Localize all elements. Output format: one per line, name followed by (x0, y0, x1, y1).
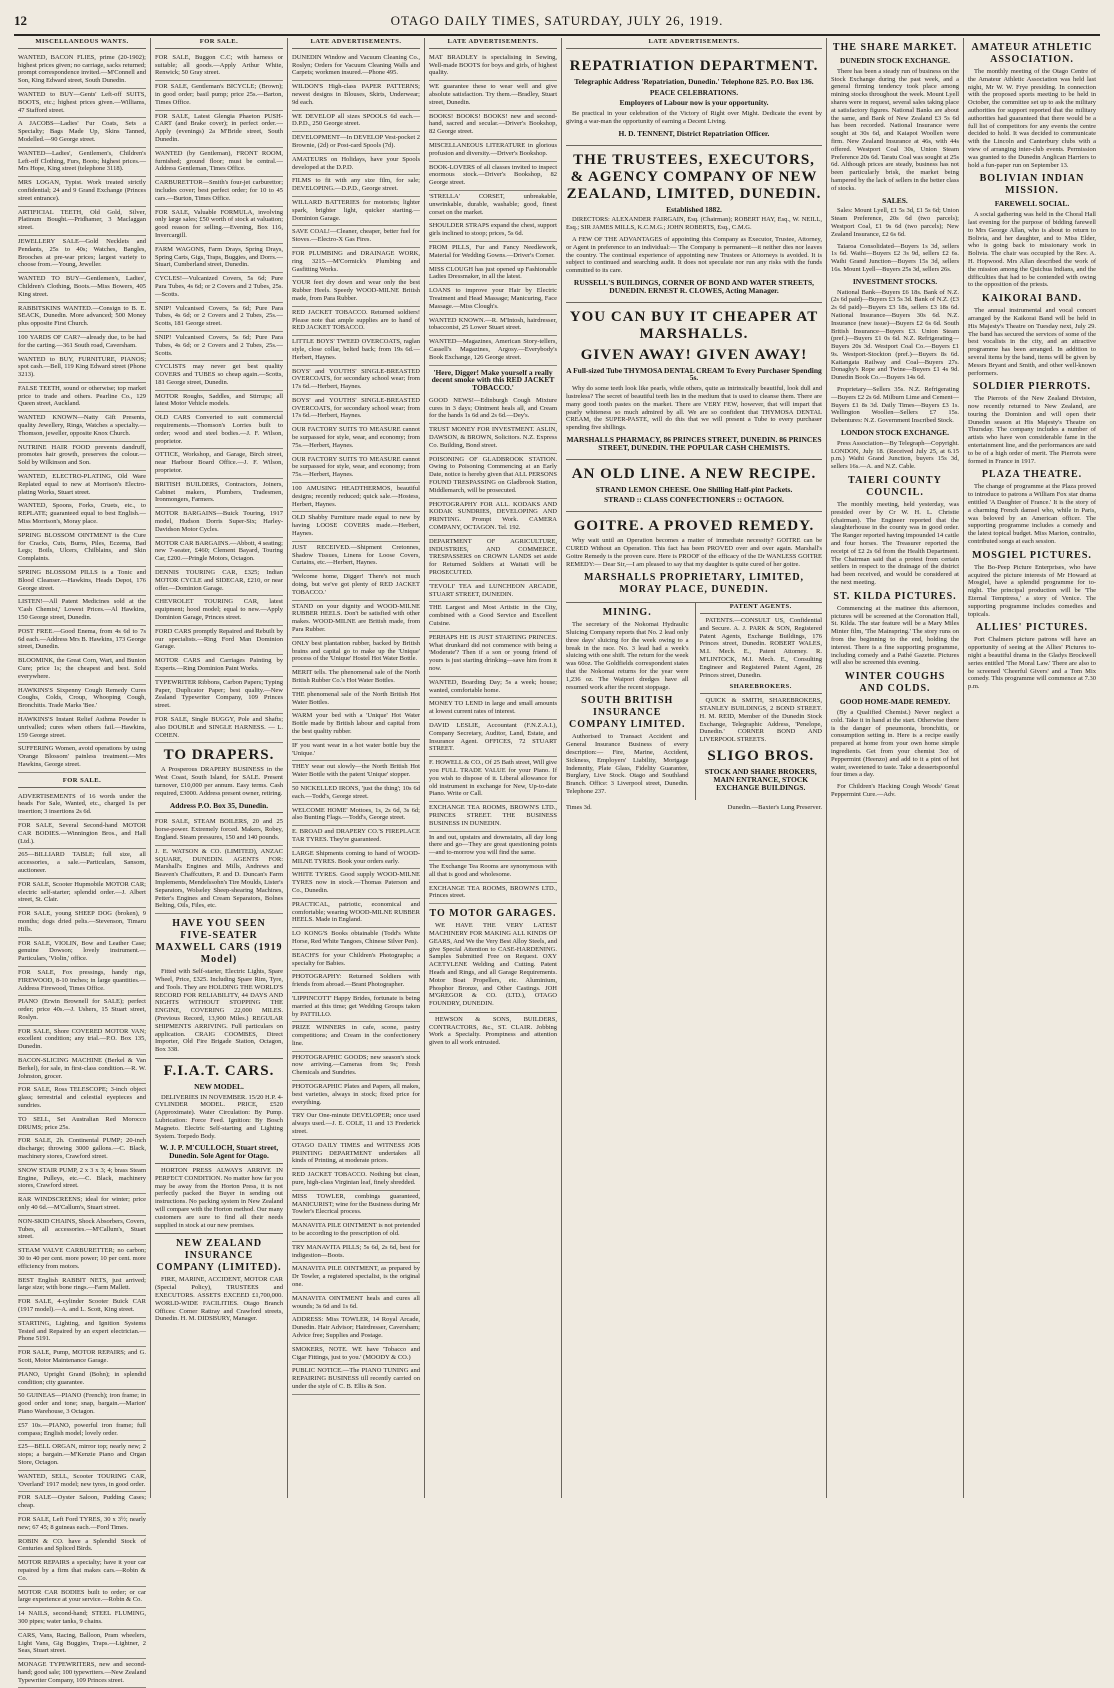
classified-ad: SPRING BLOSSOM PILLS is a Tonic and Blood Cleanser.—Hawkins, Heads Depot, 176 George street. (18, 567, 146, 596)
column-heading: LATE ADVERTISEMENTS. (292, 38, 420, 49)
classified-ad: PERHAPS HE IS JUST STARTING PRINCES. What drunkard did not commence with being a 'Moderate'? Then if a son or young friend of yours is just starting drinking—save him from it now. (429, 632, 557, 677)
st-kilda-title: ST. KILDA PICTURES. (833, 590, 957, 602)
classified-ad: BOOK-LOVERS of all classes invited to inspect enormous stock.—Driver's Bookshop, 82 George street. (429, 162, 557, 191)
classified-ad: CHEVROLET TOURING CAR, latest equipment; hood model; equal to new.—Apply Dominion Garage, Princes street. (155, 596, 283, 625)
classified-ad: MONAGE TYPEWRITERS, new and second-hand; good sale; 100 typewriters.—New Zealand Typewriter Company, 109 Princes street. (18, 1659, 146, 1688)
trustees-text: A FEW OF THE ADVANTAGES of appointing this Company as Executor, Trustee, Attorney, or Agent in preference to an individual:— The Company is permanent—it neither dies nor leaves the country. The continual experience of appointing new Trustees or Attorneys is avoided. It is subject to continued and searching audit. It does not speculate nor run any risks with the funds committed to its care. (566, 235, 822, 275)
classified-ad: WANTED—Magazines, American Story-tellers, Cassell's Magazines, Argosy.—Everybody's Book Exchange, 126 George street. (429, 336, 557, 365)
classified-ad: FOR SALE, Ross TELESCOPE; 3-inch object glass; terrestrial and celestial eyepieces and sundries. (18, 1084, 146, 1113)
classified-ad: RED JACKET TOBACCO. Returned soldiers! Please note that ample supplies are to hand of RED JACKET TOBACCO. (292, 307, 420, 336)
classified-ad: DAVID LESLIE, Accountant (F.N.Z.A.I.), Company Secretary, Auditor, Land, Estate, and Insurance Agent. OFFICES, 72 STUART STREET. (429, 720, 557, 757)
ad-list (155, 816, 283, 914)
amateur-text: The monthly meeting of the Otago Centre of the Amateur Athletic Association was held last night, Mr W. W. Frye presiding. In connection with the proposed sports meeting to be held in October, the committee set up to ask the military authorities for support reported that the military authorities had guaranteed that there would be a full list of competitors for any events the centre decided to hold. It was decided to communicate with the Lincoln and Canterbury clubs with a view of arranging inter-club events. Permission was granted to the Dunedin Anglican Harriers to hold a fun-paper run on September 13. (968, 68, 1096, 169)
classified-ad: AMATEURS on Holidays, have your Spools developed at the D.P.D. (292, 154, 420, 176)
column-heading: FOR SALE. (155, 38, 283, 49)
classified-ad: FOR SALE, 2h. Continental PUMP; 20-inch discharge; throwing 3000 gallons.—C. Black, machinery stores, Crawford street. (18, 1135, 146, 1164)
classified-ad: SUFFERING Women, avoid operations by using 'Orange Blossom' painless treatment.—Mrs Hawkins, George street. (18, 743, 146, 772)
classified-ad: CARS, Vans, Racing, Balloon, Pram wheelers, Light Vans, Gig Buggies, Traps.—Lightner, 2 Seas, Stuart street. (18, 1630, 146, 1659)
classified-ad: TRY Our One-minute DEVELOPER; once used always used.—J. E. COLE, 11 and 13 Frederick street. (292, 1110, 420, 1139)
ad-list (18, 791, 146, 1688)
classified-ad: The Exchange Tea Rooms are synonymous with all that is good and wholesome. (429, 861, 557, 883)
bolivian-subtitle: FAREWELL SOCIAL. (994, 199, 1070, 209)
classified-ad: TRUST MONEY FOR INVESTMENT. ASLIN, DAWSON, & BROWN, Solicitors. N.Z. Express Co. Building, Bond street. (429, 424, 557, 453)
classified-ad: ROBIN & CO. have a Splendid Stock of Centuries and Spliced Birds. (18, 1536, 146, 1558)
sharebrokers-heading: SHAREBROKERS. (700, 683, 823, 694)
column-footer: For Children's Hacking Cough Woods' Great Peppermint Cure.—Adv. (831, 783, 959, 798)
plaza-text: The change of programme at the Plaza proved to introduce to patrons a William Fox star drama entitled 'A Daughter of France.' It is the story of a charming French damsel who, while in Paris, was beloved by an American officer. The supporting programme includes a comedy and the latest topical budget. Miss Marion, contralto, contributed songs at each session. (968, 483, 1096, 546)
st-kilda-text: Commencing at the matinee this afternoon, pictures will be screened at the Coronation Hall, St. Kilda. The star feature will be a Mary Miles Minter film, 'The Mainspring.' The story runs on from the beginning to the end, holding the interest. There is a fine supporting programme, including comedy and a Pathé Gazette. Pictures will also be screened this evening. (831, 604, 959, 667)
drapers-footer: Address P.O. Box 35, Dunedin. (169, 800, 269, 810)
column-late-ads-a (288, 38, 425, 1498)
classified-ad: WANTED—Ladies', Gentlemen's, Children's Left-off Clothing, Furs, Boots; highest prices.—Mrs Hope, King street (telephone 3118). (18, 148, 146, 177)
digger-text: 'Here, Digger! Make yourself a really decent smoke with this RED JACKET TOBACCO.' (431, 367, 555, 393)
classified-ad: POISONING OF GLADBROOK STATION. Owing to Poisoning Commencing at an Early Date, notice is hereby given that ALL PERSONS FOUND TRESPASSING on Gladbrook Station, Middlemarch, will be prosecuted. (429, 454, 557, 499)
classified-ad: 100 AMUSING HEADTHERMOS, beautiful designs; recently reduced; quick sale.—Hostess, Herbert, Haynes. (292, 483, 420, 512)
page-header (14, 8, 1100, 36)
classified-ad: OLD CARS Converted to suit commercial requirements.—Thomson's Lorries built to order; wood and steel bodies.—J. F. Wilson, proprietor. (155, 412, 283, 449)
classified-ad: FALSE TEETH, sound or otherwise; top market price to trade and others. Pearline Co., 129 Queen street, Auckland. (18, 383, 146, 412)
classified-ad: RAR WINDSCREENS; ideal for winter; price only 40 6d.—M'Callum's, Stuart street. (18, 1194, 146, 1216)
classified-ad: F. HOWELL & CO., Of 25 Bath street, Will give you FULL TRADE VALUE for your Piano. If you wish to dispose of it. Liberal allowance for old instrument in exchange for New, Up-to-date Piano. Write or Call. (429, 757, 557, 802)
classified-ad: MOTOR BARGAINS—Buick Touring, 1917 model, Hudson Dorris Super-Six; Harley-Davidson Motor Cycles. (155, 508, 283, 537)
classified-ad: DENNIS TOURING CAR, £325; Indian MOTOR CYCLE and SIDECAR, £210, or near offer.—Dominion Garage. (155, 567, 283, 596)
classified-ad: CYCLISTS may never get best quality COVERS and TUBES so cheap again.—Scotts, 181 George street, Dunedin. (155, 361, 283, 390)
classified-ad: MANAVITA PILE OINTMENT is not pretended to be according to the prescription of old. (292, 1220, 420, 1242)
classified-ad: ARTIFICIAL TEETH, Old Gold, Silver, Platinum Bought.—Pridhamer, 3 Maclaggan street. (18, 207, 146, 236)
classified-ad: PIANO (Erwin Brownell for SALE); perfect order; price 40s.—J. Ushers, 15 Stuart street, Roslyn. (18, 996, 146, 1025)
classified-ad: OTAGO DAILY TIMES and WITNESS JOB PRINTING DEPARTMENT undertakes all kinds of Printing, at moderate prices. (292, 1140, 420, 1169)
classified-ad: STEAM VALVE CARBURETTER; no carbon; 30 to 40 per cent. more power; 10 per cent. more efficiency from motors. (18, 1245, 146, 1274)
classified-ad: FOR SALE, Latest Glengia Phaeton PUSH-CART (and Brake cover); in perfect order.—Apply (evenings) 2a M'Bride street, South Dunedin. (155, 111, 283, 148)
classified-ad: DEPARTMENT OF AGRICULTURE, INDUSTRIES, AND COMMERCE. TRESPASSERS on CROWN LANDS set aside for Returned Soldiers at Waitati will be PROSECUTED. (429, 536, 557, 581)
classified-ad: CARBURETTOR—Smith's four-jet carburettor; includes cover; best perfect order; for 10 to 45 cars.—Burton, Times Office. (155, 177, 283, 206)
column-heading: MISCELLANEOUS WANTS. (18, 38, 146, 49)
investment-text: National Bank—Buyers £6 18s. Bank of N.Z. (2s 6d paid)—Buyers £3 5s 3d. Bank of N.Z. (£3 2s 6d paid)—Buyers £3 18s, sellers £3 18s 6d. National Insurance—Buyers 30s 6d. N.Z. Insurance (new issue)—Buyers £2 6s 6d. South British Insurance—Buyers £3. Union Steam (pref.)—Buyers £1 0s 6d. N.Z. Refrigerating—Buyers 20s 3d. Westport Coal Co.—Buyers £1 9s. Westport-Stockton (pref.)—Buyers 8s 6d. Kaitangata Railway and Coal—Buyers 27s. Donaghy's Rope and Twine—Buyers £1 4s 9d. Dunedin Book Co.—Buyers 14s 6d. (831, 288, 959, 382)
classified-ad: LISTEN!—All Patent Medicines sold at the 'Cash Chemist,' Lowest Prices.—Al Hawkins, 150 George street, Dunedin. (18, 596, 146, 625)
classified-ad: 'STRELLA' CORSET, unbreakable, unwrinkable, durable, washable; good, finest corset on the market. (429, 191, 557, 220)
hewson-text: HEWSON & SONS, BUILDERS, CONTRACTORS, &c., ST. CLAIR. Jobbing Work a Specialty. Promptness and attention given to all work entrusted. (429, 1015, 557, 1047)
classified-ad: PRIZE WINNERS in cafe, scone, pastry competitions; and Cream in the confectionery line. (292, 1022, 420, 1051)
ad-list (155, 52, 283, 744)
classified-ad: WANTED to BUY—Gents' Left-off SUITS, BOOTS, etc.; highest prices given.—Williams, 47 Stafford street. (18, 89, 146, 118)
mosgiel-title: MOSGIEL PICTURES. (972, 549, 1092, 561)
goitre-title: GOITRE. A PROVED REMEDY. (573, 518, 815, 535)
classified-ad: WANTED, Boarding Day; 5s a week; house; wanted, comfortable home. (429, 677, 557, 699)
classified-ad: RABBITSKINS WANTED.—Consign to B. E. SEACK, Dunedin. More advanced; 500 Money plus opposite First Church. (18, 303, 146, 332)
classified-ad: DUNEDIN Window and Vacuum Cleaning Co., Roslyn; Orders for Vacuum Cleaning Walls and Carpets; workmen insured.—Phone 495. (292, 52, 420, 81)
marshalls-title: YOU CAN BUY IT CHEAPER AT MARSHALLS. (569, 308, 819, 342)
classified-ad: In and out, upstairs and downstairs, all day long there and go—They are great questioning points—and to-morrow you will find the same. (429, 832, 557, 861)
amateur-title: AMATEUR ATHLETIC ASSOCIATION. (971, 42, 1093, 65)
classified-ad: BEACH'S for your Children's Photographs; a specialty for Babies. (292, 950, 420, 972)
classified-ad: E. BROAD and DRAPERY CO.'S FIREPLACE TAR TYRES. They're guaranteed. (292, 826, 420, 848)
share-title: THE SHARE MARKET. (832, 42, 958, 53)
classified-ad: ADVERTISEMENTS of 16 words under the heads For Sale, Wanted, etc., charged 1s per insertion; 3 insertions 2s 6d. (18, 791, 146, 820)
classified-ad: MANAVITA OINTMENT heals and cures all wounds; 3s 6d and 1s 6d. (292, 1293, 420, 1315)
classified-ad: FILMS to fit with any size film, for sale; DEVELOPING.—D.P.D., George street. (292, 175, 420, 197)
classified-ad: FOR SALE, VIOLIN, Bow and Leather Case; genuine Dowson; lovely instrument.—Particulars, 'Violin,' office. (18, 938, 146, 967)
column-late-ads-b (425, 38, 562, 1498)
giveaway-body: Why do some teeth look like pearls, while others, quite as intrinsically beautiful, look dull and lustreless? The secret of beautiful teeth lies in the medium that is used to cleanse them. There are many good tooth pastes on the market. There are VERY FEW, however, that will impart that pearly whiteness so much admired by all. We are so confident that THYMOSA DENTAL CREAM, the SUPER-PASTE, will do this that we will present a Tube to every purchaser spending five shillings. (566, 385, 822, 432)
classified-ad: FOR SALE, STEAM BOILERS, 20 and 25 horse-power. Extremely forced. Makers, Robey, England. Steam pressures, 150 and 140 pounds. (155, 816, 283, 845)
trustees-footer: RUSSELL'S BUILDINGS, CORNER OF BOND AND WATER STREETS, DUNEDIN. ERNEST R. CLOWES, Acting Manager. (573, 277, 815, 295)
south-british-title: SOUTH BRITISH INSURANCE COMPANY LIMITED. (568, 695, 686, 731)
fiat-footer: W. J. P. M'CULLOCH, Stuart street, Dunedin. Sole Agent for Otago. (159, 1143, 279, 1161)
classified-ad: STARTING, Lighting, and Ignition Systems Tested and Repaired by an expert electrician.—Phone 5191. (18, 1318, 146, 1347)
goitre-text: Why wait until an Operation becomes a matter of immediate necessity? GOITRE can be CURED Without an Operation. This fact has been PROVED over and over again. Marshall's Goitre Remedy is the proven cure. Here is PROOF of the efficacy of the Dr WANLESS GOITRE REMEDY:— Dear Sir,—I am pleased to say that my daughter is quite cured of her goitre. (566, 537, 822, 568)
sharebrokers-text: QUICK & SMITH, SHAREBROKERS, STANLEY BUILDINGS, 2 BOND STREET. H. M. REID, Member of the Dunedin Stock Exchange, Telegraphic Address, 'Penelope, Dunedin.' CORNER BOND AND LIVERPOOL STREETS. (699, 697, 822, 744)
classified-ad: PHOTOGRAPHY FOR ALL. KODAKS AND KODAK SUNDRIES, DEVELOPING AND PRINTING. Prompt Work. CAMERA COMPANY, OCTAGON. Tel. 192. (429, 499, 557, 536)
sligo-text: STOCK AND SHARE BROKERS, MAIN ENTRANCE, STOCK EXCHANGE BUILDINGS. (704, 767, 817, 792)
soldier-title: SOLDIER PIERROTS. (972, 381, 1092, 393)
allies-title: ALLIES' PICTURES. (975, 622, 1089, 634)
mining-title: MINING. (602, 607, 652, 619)
classified-ad: WE guarantee these to wear well and give absolute satisfaction. Try them.—Bradley, Stuart street, Dunedin. (429, 81, 557, 110)
classified-ad: FOR SALE, Left Ford TYRES, 30 x 3½; nearly new; 67 45; 8 guineas each.—Ford Times. (18, 1514, 146, 1536)
trustees-directors: DIRECTORS: ALEXANDER FAIRGAIN, Esq. (Chairman); ROBERT HAY, Esq., W. NEILL, Esq.; SIR JAMES MILLS, K.C.M.G.; JOHN ROBERTS, Esq., C.M.G. (566, 216, 822, 232)
giveaway-text: A Full-sized Tube THYMOSA DENTAL CREAM To Every Purchaser Spending 5s. (566, 365, 822, 383)
classified-ad: BEST English RABBIT NETS, just arrived; large size; with bone rings.—Farm Mallett. (18, 1275, 146, 1297)
classified-ad: J. E. WATSON & CO. (LIMITED), ANZAC SQUARE, DUNEDIN. AGENTS FOR: Marshall's Engines and Mills, Andrews and Beaven's Chaffcutters, P. and D. Duncan's Farm Implements, Mendelssohn's Tire Moulds, Lister's Separators, Wolseley Sheep-shearing Machines, Petter's Engines and Cream Separators, Bolnes Belting, Oils, Files, etc. (155, 846, 283, 914)
drapers-title: TO DRAPERS. (163, 747, 275, 764)
classified-ad: WANTED KNOWN.—R. M'Intosh, hairdresser, tobacconist, 25 Lower Stuart street. (429, 315, 557, 337)
ad-list (292, 52, 420, 1395)
classified-ad: GOOD NEWS!—Edinburgh Cough Mixture cures in 3 days; Ointment heals all, and Cream for the hands 1s 6d and 2s 6d.—Dey's. (429, 395, 557, 424)
column-center-block (562, 38, 827, 1498)
fiat-subtitle: NEW MODEL. (194, 1081, 244, 1091)
share-text: There has been a steady run of business on the Stock Exchange during the past week, and a general firming tendency took place among mining stocks throughout the week. Mount Lyell shares were in request, several sales taking place at satisfactory figures. National Banks are about the same, and Bank of New Zealand £3 5s 6d has been recorded. National Insurance were sought at 30s 6d, and Kaiapoi Woollen were firm. New Zealand Insurance at 46s, with 44s offered. Westport Coal 30s, Union Steam Preference 20s 6d. Taratu Coal was sought at 25s 6d. Although prices are steady, business has not been particularly brisk, the market being hampered by the lack of sellers in the better class of stocks. (831, 67, 959, 192)
classified-ad: STAND on your dignity and WOOD-MILNE RUBBER HEELS. Don't be satisfied with other makes. WOOD-MILNE are British made, from Para Rubber. (292, 601, 420, 638)
classified-ad: 50 GUINEAS—PIANO (French); iron frame; in good order and tone; snap, bargain.—Marion' Piano Warehouse, 3 Octagon. (18, 1390, 146, 1419)
classified-ad: HAWKINS'S Instant Relief Asthma Powder is unrivalled; cures when others fail.—Hawkins, 159 George street. (18, 714, 146, 743)
old-line-text: STRAND LEMON CHEESE. One Shilling Half-pint Packets. (595, 484, 793, 494)
classified-ad: WILLARD BATTERIES for motorists; lighter spark, brighter light, quicker starting.—Dominion Garage. (292, 197, 420, 226)
classified-ad: FOR SALE, Valuable FORMULA, involving only large sales; £50 worth of stock at valuation; good reason for selling.—Evening, Box 116, Invercargill. (155, 207, 283, 244)
classified-ad: SMOKERS, NOTE. WE have 'Tobacco and Cigar Fittings, just to you.' (MOODY & CO.) (292, 1344, 420, 1366)
exchange-text: Taiaroa Consolidated—Buyers 1s 3d, sellers 1s 6d. Waihi—Buyers £2 3s 9d, sellers £2 6s. Waihi Grand Junction—Buyers 15s 3d, sellers 16s. Mount Lyell—Buyers 25s 3d, sellers 26s. (831, 242, 959, 273)
classified-ad: MOTOR Roughs, Saddles, and Stirrups; all latest Motor Vehicle models. (155, 391, 283, 413)
classified-ad: A JACOBS—Ladies' Fur Coats, Sets a Specialty; Bags Made Up, Skins Tanned, Modelled.—90 George street. (18, 118, 146, 147)
classified-ad: LO KONG'S Books obtainable (Todd's White Horse, Red White Tangoes, Chinese Silver Pen). (292, 928, 420, 950)
kaikorai-text: The annual instrumental and vocal concert arranged by the Kaikorai Band will be held in His Majesty's Theatre on Tuesday next, July 29. The band has secured the services of some of the best vocalists in the city, and an attractive programme has been arranged. In addition to several items by the band, items will be given by Messrs Bryant and Smith, and other well-known performers. (968, 307, 1096, 377)
column-news (964, 38, 1100, 1498)
column-heading: LATE ADVERTISEMENTS. (429, 38, 557, 49)
classified-ad: MERIT tells. The phenomenal sale of the North British Rubber Co.'s Hot Water Bottles. (292, 667, 420, 689)
classified-ad: WANTED, ELECTRO-PLATING, Old Ware Replated equal to new at Morrison's Electro-plating Works, Stuart street. (18, 471, 146, 500)
classified-ad: WANTED, BACON FLIES, prime (20-1902); highest prices given; no carriage, sacks returned; prompt correspondence invited.—M'Connell and Son, King Edward street, South Dunedin. (18, 52, 146, 89)
classified-ad: RED JACKET TOBACCO. Nothing but clean, pure, high-class Virginian leaf, finely shredded. (292, 1169, 420, 1191)
motor-title: TO MOTOR GARAGES. (429, 908, 557, 920)
classified-ad: WANTED (by Gentleman), FRONT ROOM, furnished; ground floor; must be central.—Address Gentleman, Times Office. (155, 148, 283, 177)
classified-ad: FOR SALE—Oyster Saloon, Pudding Cases; cheap. (18, 1492, 146, 1514)
classified-ad: ADDRESS: Miss TOWLER, 14 Royal Arcade, Dunedin. Hair Advisor; Hairdresser, Caversham; Advice free; Supplies and Postage. (292, 1314, 420, 1343)
classified-ad: MISS TOWLER, combings guaranteed, MANICURIST; wine for the Business during Mr Towler's Elecrical process. (292, 1191, 420, 1220)
classified-ad: £25—BELL ORGAN, mirror top; nearly new; 2 stops; a bargain.—M'Kenzie Piano and Organ Store, Octagon. (18, 1441, 146, 1470)
classified-ad: HAWKINS'S Sixpenny Cough Remedy Cures Coughs, Colds, Croup, Whooping Cough, Bronchitis. Trade Marks 'Bee.' (18, 685, 146, 714)
classified-ad: NON-SKID CHAINS, Shock Absorbers, Covers, Tubes, all accessories.—M'Callum's, Stuart street. (18, 1216, 146, 1245)
page-number: 12 (14, 13, 27, 28)
giveaway-title: GIVEN AWAY! GIVEN AWAY! (580, 346, 808, 363)
sales-text: Sales: Mount Lyell, £1 5s 3d, £1 5s 6d; Union Steam Preference, 20s 6d (two parcels); Westport Coal, £1 9s 6d (two parcels); New Zealand Insurance, £2 6s 6d. (831, 207, 959, 238)
masthead: OTAGO DAILY TIMES, SATURDAY, JULY 26, 1919. (390, 13, 724, 28)
section-heading: FOR SALE. (18, 777, 146, 788)
insurance-text: FIRE, MARINE, ACCIDENT, MOTOR CAR (Special Policy), TRUSTEES and EXECUTORS. ASSETS EXCEED £1,700,000. WORLD-WIDE FACILITIES. Otago Branch Offices: Corner Rattray and Crawford streets, Dunedin. H. M. DIDSBURY, Manager. (155, 1276, 283, 1323)
classified-ad: SHOULDER STRAPS expand the chest, support girls inclined to stoop; prices, 5s 6d. (429, 220, 557, 242)
ad-list (429, 395, 557, 904)
fiat-title: F.I.A.T. CARS. (163, 1062, 275, 1079)
classified-ad: IF you want wear in a hot water bottle buy the 'Unique.' (292, 740, 420, 762)
classified-ad: SNIP! Vulcanised Covers, 5s 6d; Pure Para Tubes, 4s 6d; or 2 Covers and 2 Tubes, 25s.—Scotts, 181 George street. (155, 303, 283, 332)
classified-ad: FOR PLUMBING and DRAINAGE WORK, ring 3215.—M'Cormick's Plumbing and Gasfitting Works. (292, 248, 420, 277)
classified-ad: LOANS to improve your Hair by Electric Treatment and Head Massage; Manicuring, Face Massage.—Miss Clough's. (429, 285, 557, 314)
kaikorai-title: KAIKORAI BAND. (981, 293, 1083, 305)
classified-ad: PRACTICAL, patriotic, economical and comfortable; wearing WOOD-MILNE RUBBER HEELS. Made in England. (292, 899, 420, 928)
column-heading: LATE ADVERTISEMENTS. (566, 38, 822, 49)
classified-ad: JUST RECEIVED.—Shipment Cretonnes, Shadow Tissues, Linens for Loose Covers, Curtains, etc.—Herbert, Haynes. (292, 542, 420, 571)
classified-ad: WANTED KNOWN—Natty Gift Presents, quality Jewellery, Rings, Watches a specialty.—Thomson, jeweller, opposite Knox Church. (18, 412, 146, 441)
classified-ad: EXCHANGE TEA ROOMS, BROWN'S LTD., PRINCES STREET. THE BUSINESS BUSINESS IN DUNEDIN. (429, 802, 557, 831)
classified-ad: FOR SALE, Several Second-hand MOTOR CAR BODIES.—Winnington Bros., and Hall (Ltd.). (18, 820, 146, 849)
london-text: Press Association—By Telegraph—Copyright. LONDON, July 18. (Received July 25, at 6.15 p.m.) Waihi Grand Junction, buyers 15s 3d, sellers 16s.—A. and N.Z. Cable. (831, 439, 959, 471)
bolivian-text: A social gathering was held in the Choral Hall last evening for the purpose of bidding farewell to Mrs George Allan, who is about to return to Bolivia, and her daughter, and to Miss Elder, who is going back to missionary work in Bolivia. The chair was occupied by the Rev. A. H. Hopwood. Mrs Allan described the work of the mission among the Quichua Indians, and the difficulties that had to be contended with owing to the opposition of the priests. (968, 211, 1096, 289)
classified-ad: WARM your bed with a 'Unique' Hot Water Bottle made by British labour and capital from the best quality rubber. (292, 710, 420, 739)
classified-ad: WANTED TO BUY—Gentlemen's, Ladies', Children's Clothing, Boots.—Miss Bowers, 405 King street. (18, 273, 146, 302)
classified-ad: MAT BRADLEY is specialising in Sewing, Well-made BOOTS for boys and girls, of highest quality. (429, 52, 557, 81)
old-line-footer: STRAND :: CLASS CONFECTIONERS :: OCTAGON. (604, 495, 784, 505)
classified-ad: BLOOMINK, the Great Corn, Wart, and Bunion Cure; price 1s; the cheapest and best. Sold everywhere. (18, 655, 146, 684)
classified-ad: SNIP! Vulcanised Covers, 5s 6d; Pure Para Tubes, 4s 6d; or 2 Covers and 2 Tubes, 25s.—Scotts. (155, 332, 283, 361)
classified-ad: FOR SALE, Shore COVERED MOTOR VAN; excellent condition; any trial.—P.O. Box 135, Dunedin. (18, 1026, 146, 1055)
classified-ad: SAVE COAL!—Cleaner, cheaper, better fuel for Stoves.—Electro-X Gas Fires. (292, 226, 420, 248)
classified-ad: MOTOR REPAIRS a specialty; have it your car repaired by a firm that makes cars.—Robin & Co. (18, 1557, 146, 1586)
classified-ad: LARGE Shipments coming to hand of WOOD-MILNE TYRES. Book your orders early. (292, 848, 420, 870)
goitre-footer: MARSHALLS PROPRIETARY, LIMITED, MORAY PLACE, DUNEDIN. (583, 572, 805, 596)
classified-ad: FOR SALE, Scooter Hupmobile MOTOR CAR; electric self-starter; splendid order.—J. Albert street, St. Clair. (18, 879, 146, 908)
classified-ad: SNOW STAIR PUMP, 2 x 3 x 3; 4; brass Steam Engine, Pulleys, etc.—C. Black, machinery stores, Crawford street. (18, 1165, 146, 1194)
classified-ad: YOUR feet dry down and wear only the best Rubber Heels. Speedy WOOD-MILNE British made, from Para Rubber. (292, 277, 420, 306)
trustees-established: Established 1882. (666, 204, 722, 214)
classified-ad: NUTRINE HAIR FOOD prevents dandruff, promotes hair growth, preserves the colour.—Sold by Wilkinson and Son. (18, 442, 146, 471)
classified-ad: FOR SALE, 4-cylinder Scooter Buick CAR (1917 model).—A. and L. Scott, King street. (18, 1296, 146, 1318)
classified-ad: PHOTOGRAPHY: Returned Soldiers with friends from abroad.—Brant Photographer. (292, 971, 420, 993)
soldier-text: The Pierrots of the New Zealand Division, now recently returned to New Zealand, are touring the Dominion and will open their Dunedin season at His Majesty's Theatre on Thursday. The company includes a number of artists who have won considerable fame in the entertainment line, and the performances are said to be of a high order of merit. The Pierrots were formed in France in 1917. (968, 395, 1096, 465)
classified-ad: 'TEVOLI' TEA and LUNCHEON ARCADE, STUART STREET, DUNEDIN. (429, 581, 557, 603)
classified-ad: £57 10s.—PIANO, powerful iron frame; full compass; English model; lovely order. (18, 1420, 146, 1442)
classified-ad: THE Largest and Most Artistic in the City, combined with a Good Service and Excellent Cuisine. (429, 602, 557, 631)
drapers-text: A Prosperous DRAPERY BUSINESS in the West Coast, South Island, for SALE. Present turnover, £10,000 per annum. Easy terms. Cash required, £3000. Address present owner, retiring. (155, 766, 283, 797)
classified-ad: 14 NAILS, second-hand; STEEL FLUMING, 300 pipes; water tanks, 9 chains. (18, 1608, 146, 1630)
classified-ad: TRY MANAVITA PILLS; 5s 6d, 2s 6d, best for indigestion—Boots. (292, 1242, 420, 1264)
winter-subtitle: GOOD HOME-MADE REMEDY. (839, 697, 951, 707)
plaza-title: PLAZA THEATRE. (981, 469, 1083, 481)
horton-text: HORTON PRESS ALWAYS ARRIVE IN PERFECT CONDITION. No matter how far you may be away from the Horton Press, it is not perfectly packed the Buyer in sending out instructions. No packing system in New Zealand will compare with the Horton method. Our many customers are sure to find all their needs supplied in stock at our new premises. (155, 1167, 283, 1229)
classified-ad: MISCELLANEOUS LITERATURE in glorious profusion and diversity.—Driver's Bookshop. (429, 140, 557, 162)
classified-ad: OLD Shabby Furniture made equal to new by having LOOSE COVERS made.—Herbert, Haynes. (292, 512, 420, 541)
column-for-sale (151, 38, 288, 1498)
sligo-title: SLIGO BROS. (707, 748, 815, 765)
old-line-title: AN OLD LINE. A NEW RECIPE. (571, 465, 817, 482)
insurance-title: NEW ZEALAND INSURANCE COMPANY (LIMITED). (156, 1238, 282, 1274)
repatriation-subtitle: PEACE CELEBRATIONS. (649, 87, 739, 97)
classified-ad: THE phenomenal sale of the North British Hot Water Bottles. (292, 689, 420, 711)
column-miscellaneous-wants (14, 38, 151, 1684)
classified-ad: 265—BILLIARD TABLE; full size, all accessories, a sale.—Particulars, Sansom, auctioneer. (18, 849, 146, 878)
classified-ad: EXCHANGE TEA ROOMS, BROWN'S LTD., Princes street. (429, 883, 557, 905)
classified-ad: FOR SALE, Buggon C.C; with harness or suitable; all goods.—Apply Arthur White, Renwick; 50 Gray street. (155, 52, 283, 81)
classified-ad: FOR SALE, Fox pressings, handy rigs, FIREWOOD, 8-10 inches; in large quantities.—Address Firewood, Times Office. (18, 967, 146, 996)
classified-ad: FOR SALE, Single BUGGY, Pole and Shafts; also DOUBLE and SINGLE HARNESS. — L. COHEN. (155, 714, 283, 743)
classified-ad: BOYS' and YOUTHS' SINGLE-BREASTED OVERCOATS, for secondary school wear; from 17s 6d.—Herbert, Haynes. (292, 366, 420, 395)
classified-ad: OUR FACTORY SUITS TO MEASURE cannot be surpassed for style, wear, and economy; from 75s.—Herbert, Haynes. (292, 424, 420, 453)
classified-ad: CYCLES!—Vulcanized Covers, 5s 6d; Pure Para Tubes, 4s 6d; or 2 Covers and 2 Tubes, 25s.—Scotts. (155, 273, 283, 302)
winter-title: WINTER COUGHS AND COLDS. (844, 671, 946, 695)
taieri-title: TAIERI COUNTY COUNCIL. (848, 475, 942, 499)
classified-ad: WILDON'S High-class PAPER PATTERNS; newest designs in Blouses, Skirts, Underwear; 9d each. (292, 81, 420, 110)
patent-heading: PATENT AGENTS. (700, 603, 823, 614)
classified-ad: TYPEWRITER Ribbons, Carbon Papers; Typing Paper, Duplicator Paper; best quality.—New Zealand Typewriter Company, 109 Princes street. (155, 677, 283, 714)
repatriation-title: REPATRIATION DEPARTMENT. (569, 57, 819, 74)
cars-title: HAVE YOU SEEN FIVE-SEATER MAXWELL CARS (1919 Model) (155, 918, 283, 966)
classified-ad: LITTLE BOYS' TWEED OVERCOATS, raglan style, close collar, belted back; from 19s 6d.—Herbert, Haynes. (292, 336, 420, 365)
repatriation-sign: H. D. TENNENT, District Repatriation Officer. (618, 128, 770, 138)
south-british-text: Authorised to Transact Accident and General Insurance Business of every description:— Fire, Marine, Accident, Sickness, Employers' Liability, Mortgage Indemnity, Plate Glass, Fidelity Guarantee, Burglary, Live Stock. Otago and Southland Branch. Office: 3 Liverpool street, Dunedin. Telephone 237. (566, 733, 689, 796)
classified-ad: DEVELOPMENT—In DEVELOP Vest-pocket 2 Brownie, (2d) or Post-card Spools (7d). (292, 132, 420, 154)
classified-ad: MANAVITA PILE OINTMENT, as prepared by Dr Towler, a registered specialist, is the original one. (292, 1263, 420, 1292)
classified-ad: MRS LOGAN, Typist. Work treated strictly confidential; 24 and 9 Grand Exchange (Princes street entrance). (18, 177, 146, 206)
classified-ad: POST FREE.—Good Enema, from 4s 6d to 7s 6d each.—Address Mrs B. Hawkins, 173 George street, Dunedin. (18, 626, 146, 655)
classified-ad: THEY wear out slowly—the North British Hot Water Bottle with the patent 'Unique' stopper. (292, 761, 420, 783)
classified-ad: TO SELL, Set Australian Red Morocco DRUMS; price 25s. (18, 1114, 146, 1136)
classified-ad: WANTED, Spoons, Forks, Cruets, etc., to REPLATE; guaranteed equal to best English.—Miss Morrison's, Moray place. (18, 500, 146, 529)
column-share-market (827, 38, 964, 1498)
classified-ad: MISS CLOUGH has just opened up Fashionable Ladies Dressmaker, in all the latest. (429, 264, 557, 286)
classified-ad: PHOTOGRAPHIC GOODS; new season's stock now arriving.—Cameras from 9s; Fresh Chemicals and Sundries. (292, 1052, 420, 1081)
classified-ad: MOTOR CAR BARGAINS.—Abbott, 4 seating; new 7-seater, £460; Clement Bayard, Touring Car, £200.—Pringle Motors, Octagon. (155, 538, 283, 567)
classified-ad: WANTED to BUY, FURNITURE, PIANOS; spot cash.—Bell, 119 King Edward street (Phone 3213). (18, 354, 146, 383)
sales-heading: SALES. (882, 195, 908, 205)
repatriation-line: Employers of Labour now is your opportunity. (619, 98, 769, 108)
taieri-text: The monthly meeting, held yesterday, was presided over by Cr W. H. L. Christie (chairman). The Engineer reported that the slaughterhouse in the county was in good order. The Ranger reported having impounded 14 cattle and four horses. The Treasurer reported the receipt of £2 2s 6d from the Health Department. The Chairman said that a protest from certain settlers in respect to the drainage of the district had been received, and would be considered at the next meeting. (831, 501, 959, 587)
classified-ad: JEWELLERY SALE—Gold Necklets and Pendants, 25s to 40s; Watches, Bangles, Brooches at pre-war prices; largest variety to choose from.—Young, Jeweller. (18, 236, 146, 273)
mining-text: The secretary of the Nokomai Hydraulic Sluicing Company reports that No. 2 lead only three days' sluicing for the week owing to a break in the race. No. 3 lead had a week's sluicing with one shift. The return for the week was 60oz. The Goldfields correspondent states that the Nokomai returns for the year were 1,236 oz. The Waipori dredges have all resumed work after the recent stoppage. (566, 621, 689, 691)
london-heading: LONDON STOCK EXCHANGE. (840, 428, 949, 438)
classified-ad: PHOTOGRAPHIC Plates and Papers, all makes, best varieties, always in stock; fixed price for everything. (292, 1081, 420, 1110)
winter-text: (By a Qualified Chemist.) Never neglect a cold. Take it in hand at the start. Otherwise there is the danger of pneumonia, bronchitis, or consumption setting in. Here is a recipe easily prepared at home from your own home simple ingredients. Get from your chemist 3oz of Peppermint (Heenzo) and add to it a pint of hot water, sweetened to taste. Take a dessertspoonful four times a day. (831, 708, 959, 779)
ad-list (18, 52, 146, 773)
classified-ad: FARM WAGONS, Farm Drays, Spring Drays, Spring Carts, Gigs, Traps, Buggies, and Dorrs.—Stuart, Cumberland street, Dunedin. (155, 244, 283, 273)
mosgiel-text: The Bo-Peep Picture Enterprises, who have acquired the picture interests of Mr Howard at Mosgiel, have a splendid programme for to-night. The principal production will be 'The Eternal Temptress,' a story of Venice. The supporting programme includes comedies and topicals. (968, 563, 1096, 618)
marshalls-pharmacy: MARSHALLS PHARMACY, 86 PRINCES STREET, DUNEDIN. 86 PRINCES STREET, DUNEDIN. THE POPULAR CASH CHEMISTS. (566, 434, 822, 452)
repatriation-telegraph: Telegraphic Address 'Repatriation, Dunedin.' Telephone 825. P.O. Box 136. (574, 76, 814, 86)
investment-heading: INVESTMENT STOCKS. (852, 276, 938, 286)
classified-ad: ONLY best plantation rubber, backed by British brains and capital go to make up the 'Unique' process of the 'Unique' Hostel Hot Water Bottle. (292, 638, 420, 667)
allies-text: Port Chalmers picture patrons will have an opportunity of seeing at the Allies' Pictures to-night a beautiful drama in the Gladys Brockwell series entitled 'The Moral Law.' There are also to be screened 'Cheerful Givers' and a Tom Mix comedy. This programme will commence at 7.30 p.m. (968, 636, 1096, 691)
cars-text: Fitted with Self-starter, Electric Lights, Spare Wheel, Price, £325. Including Spare Rim, Tyre, and Tools. They are HOLDING THE WORLD'S RECORD FOR RELIABILITY, 44 DAYS AND NIGHTS WITHOUT STOPPING THE ENGINE, COVERING 22,000 MILES. (Previous Record, 13,900 Miles.) REGULAR SHIPMENTS ARRIVING. Full particulars on application. CRAIG COOMBES, Direct Importer, Old Fire Brigade Station, Octagon, Box 338. (155, 968, 283, 1054)
classified-ad: 'Welcome home, Digger! There's not much doing, but we've got plenty of RED JACKET TOBACCO.' (292, 571, 420, 600)
classified-ad: FOR SALE, Pump, MOTOR REPAIRS; and G. Scott, Motor Maintenance Garage. (18, 1347, 146, 1369)
drapery-text: Proprietary—Sellers 35s. N.Z. Refrigerating—Buyers £2 2s 6d. Milburn Lime and Cement—Buyers £1 8s 3d. Daily Times—Buyers £3 1s. Wellington Woollen—Sellers £7 15s. Debentures: N.Z. Government Inscribed Stock. (831, 386, 959, 425)
trustees-title: THE TRUSTEES, EXECUTORS, & AGENCY COMPANY OF NEW ZEALAND, LIMITED, DUNEDIN. (566, 151, 822, 202)
classified-ad: MOTOR CARS and Carriages Painting by Experts.—Ring Dominion Paint Works. (155, 655, 283, 677)
classified-ad: 'LIPPINCOTT' Happy Brides, fortunate is being married at this time; get Wedding Groups taken by PATTILLO. (292, 993, 420, 1022)
classified-ad: FROM PILLS, Fur and Fancy Needlework, Material for Wedding Gowns.—Driver's Corner. (429, 242, 557, 264)
classified-ad: WANTED, SELL, Scooter TOURING CAR, 'Overland' 1917 model; new tyres, in good order. (18, 1471, 146, 1493)
classified-ad: BOOKS! BOOKS! BOOKS! new and second-hand, sacred and secular.—Driver's Bookshop, 82 George street. (429, 111, 557, 140)
classified-ad: 100 YARDS OF CAR?—already due, to be had for the carting.—361 South road, Caversham. (18, 332, 146, 354)
classified-ad: FOR SALE, Gentleman's BICYCLE; (Brown); in good order; basil pump; price 25s.—Barton, Times Office. (155, 81, 283, 110)
classified-ad: BOYS' and YOUTHS' SINGLE-BREASTED OVERCOATS, for secondary school wear; from 17s 6d.—Herbert, Haynes. (292, 395, 420, 424)
classified-ad: MOTOR CAR BODIES built to order; or car large experience at your service.—Robin & Co. (18, 1587, 146, 1609)
classified-ad: OTTICE, Workshop, and Garage, Birch street, near Harbour Board Office.—J. F. Wilson, proprietor. (155, 449, 283, 478)
classified-ad: BRITISH BUILDERS, Contractors, Joiners, Cabinet makers, Plumbers, Tradesmen, Ironmongers, Farmers. (155, 479, 283, 508)
fiat-text: DELIVERIES IN NOVEMBER. 15/20 H.P. 4-CYLINDER MODEL. PRICE, £520 (Approximate). Water Circulation: By Pump. Lubrication: Force Feed. Ignition: By Bosch Magneto. Electric Self-starting and Lighting System. Torpedo Body. (155, 1093, 283, 1140)
classified-ad: OUR FACTORY SUITS TO MEASURE cannot be surpassed for style, wear, and economy; from 75s.—Herbert, Haynes. (292, 454, 420, 483)
classified-ad: PUBLIC NOTICE.—The PIANO TUNING and REPAIRING BUSINESS till recently carried on under the style of C. B. Ellis & Son. (292, 1365, 420, 1394)
classified-ad: 50 NICKELLED IRONS, 'just the thing'; 10s 6d each.—Todd's, George street. (292, 783, 420, 805)
classified-ad: MONEY TO LEND in large and small amounts at lowest current rates of interest. (429, 698, 557, 720)
classified-ad: PIANO, Upright Grand (Bohn); in splendid condition; city guarantee. (18, 1369, 146, 1391)
repatriation-text: Be practical in your celebration of the Victory of Right over Might. Dedicate the event by giving a war-man the opportunity of earning a Decent Living. (566, 110, 822, 125)
bolivian-title: BOLIVIAN INDIAN MISSION. (979, 173, 1085, 197)
share-subtitle: DUNEDIN STOCK EXCHANGE. (839, 56, 951, 65)
classified-ad: FOR SALE, young SHEEP DOG (broken), 9 months; dogs dried pelts.—Stevenson, Timaru Hills. (18, 908, 146, 937)
classified-ad: WELCOME HOME' Mottoes, 1s, 2s 6d, 3s 6d; also Bunting Flags.—Todd's, George street. (292, 805, 420, 827)
motor-text: WE HAVE THE VERY LATEST MACHINERY FOR MAKING ALL KINDS OF GEARS, And We the Very Best Alloy Steels, and give Special Attention to CASE-HARDENING. Samples Submitted Free on Request. OXY ACETYLENE Welding and Cutting. Patent Heads and Rings, and all Garage Requirements. Motor Boat Propellers, etc. Aluminium, Phosphor Bronze, and Other Castings. JOH M'GREGOR & CO. (LTD.), OTAGO FOUNDRY, DUNEDIN. (429, 922, 557, 1008)
classified-ad: WHITE TYRES. Good supply WOOD-MILNE TYRES now in stock.—Thomas Paterson and Co., Dunedin. (292, 869, 420, 898)
classified-ad: BACON-SLICING MACHINE (Berkel & Van Berkel), for sale, in first-class condition.—R. W. Johnston, grocer. (18, 1055, 146, 1084)
classified-ad: SPRING BLOSSOM OINTMENT is the Cure for Cracks, Cuts, Burns, Piles, Eczema, Bad Legs; Boils, Ulcers, Chilblains, and Skin Complaints. (18, 530, 146, 567)
classified-ad: WE DEVELOP all sizes SPOOLS 6d each.—D.P.D., 250 George street. (292, 111, 420, 133)
patent-text: PATENTS.—CONSULT US, Confidential and Secure. A. J. PARK & SON, Registered Patent Agents, Exchange Buildings, 176 Princes street, Dunedin. ROBERT WALES, M.I. Mech. E., Patent Attorney. R. M'LINTOCK, M.I. Mech. E., Consulting Engineer and Registered Patent Agent, 26 Princes street, Dunedin. (699, 617, 822, 679)
ad-list (429, 52, 557, 366)
footer-left: Times 3d. (566, 803, 592, 811)
classified-ad: FORD CARS promptly Repaired and Rebuilt by our specialists.—Ring Ford Man Dominion Garage. (155, 626, 283, 655)
footer-right: Dunedin.—Baxter's Lung Preserver. (727, 803, 822, 811)
